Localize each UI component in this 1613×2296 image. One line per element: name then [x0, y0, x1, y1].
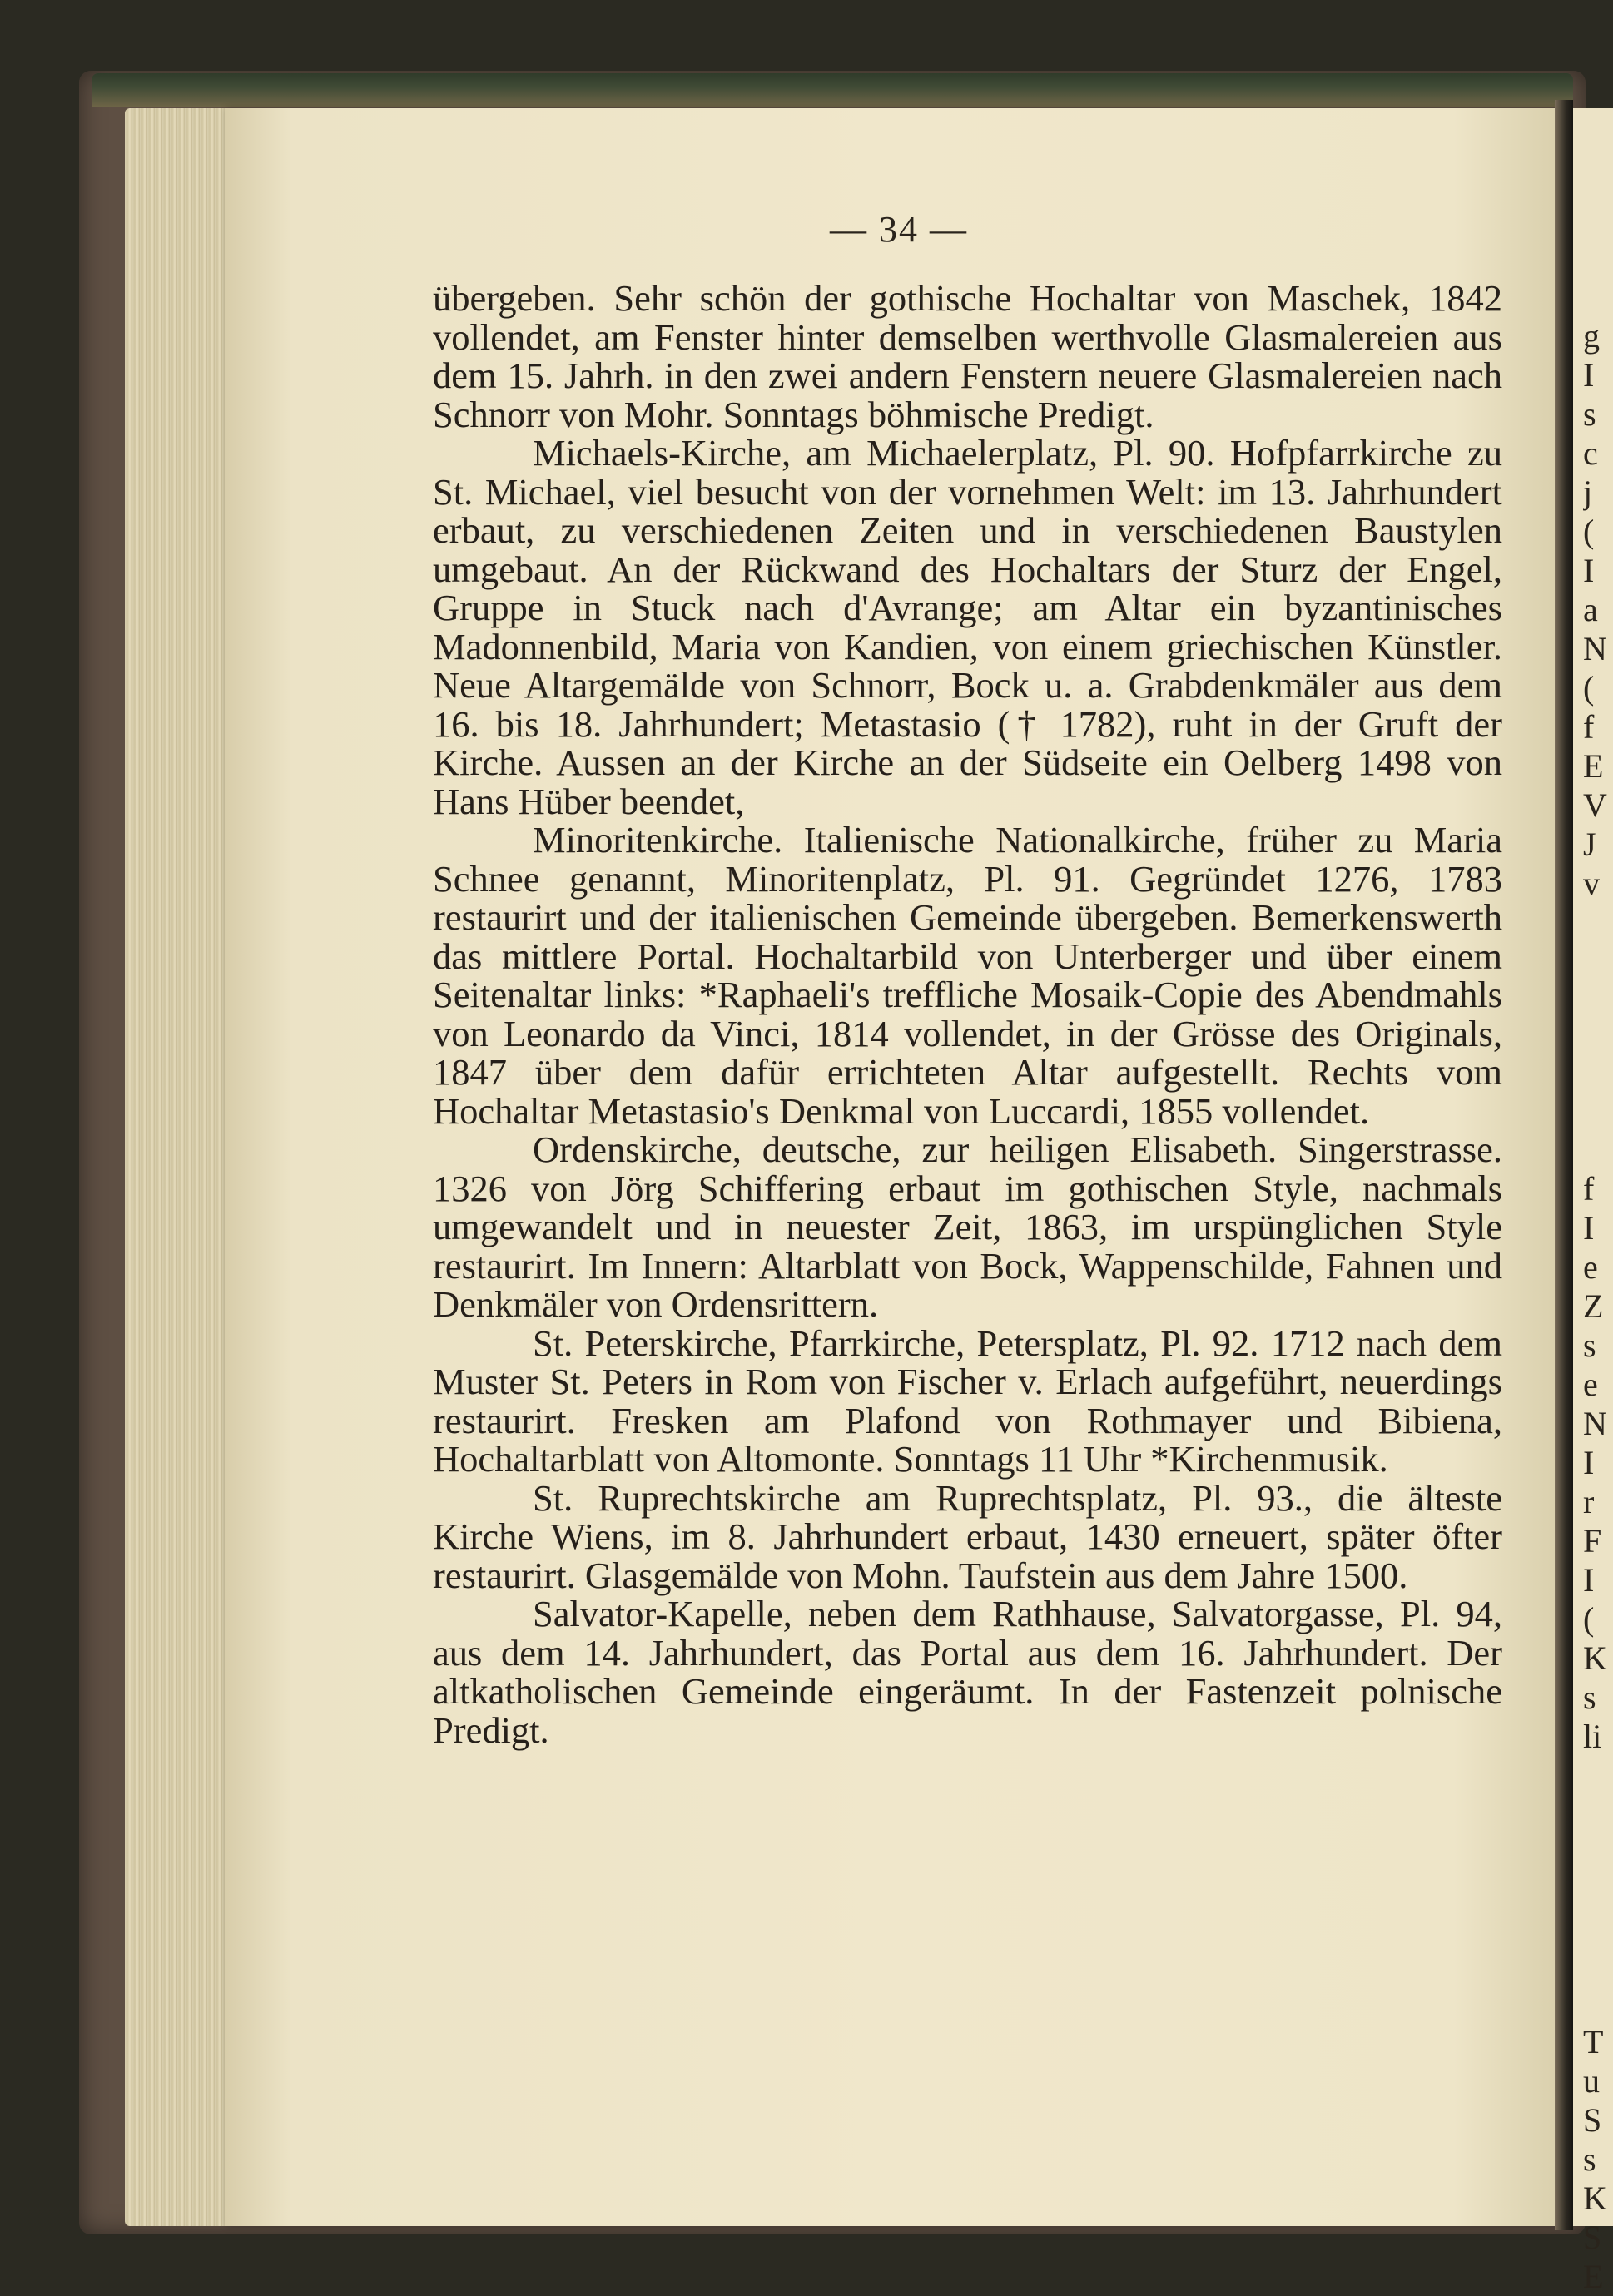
paragraph-minoritenkirche: Minoritenkirche. Italienische Nationalkirche, früher zu Maria Schnee genannt, Minoritenplatz, Pl. 91. Gegründet 1276, 1783 restaurirt und der italienischen Gemeinde übergeben. Bemerkenswerth das mittlere Portal. Hochaltarbild von Unterberger und über einem Seitenaltar links: *Raphaeli's treffliche Mosaik-Copie des Abendmahls von Leonardo da Vinci, 1814 vollendet, in der Grösse des Originals, 1847 über dem dafür errichteten Altar aufgestellt. Rechts vom Hochaltar Metastasio's Denkmal von Luccardi, 1855 vollendet.: [433, 819, 1502, 1132]
facing-page-letter: v: [1583, 865, 1600, 902]
facing-page-letter: (: [1583, 513, 1595, 550]
facing-page-letter: V: [1583, 786, 1607, 824]
facing-page-letter: K: [1583, 1639, 1607, 1677]
facing-page-letter: f: [1583, 708, 1595, 746]
paragraph-st-ruprechtskirche: St. Ruprechtskirche am Ruprechtsplatz, Pl. 93., die älteste Kirche Wiens, im 8. Jahrhundert erbaut, 1430 erneuert, später öfter restaurirt. Glasgemälde von Mohn. Taufstein aus dem Jahre 1500.: [433, 1476, 1502, 1596]
paragraph-ordenskirche: Ordenskirche, deutsche, zur heiligen Elisabeth. Singerstrasse. 1326 von Jörg Schiffering erbaut im gothischen Style, nachmals umgewandelt und in neuester Zeit, 1863, im urspünglichen Style restaurirt. Im Innern: Altarblatt von Bock, Wappenschilde, Fahnen und Denkmäler von Ordensrittern.: [433, 1128, 1502, 1325]
paragraph-st-peterskirche: St. Peterskirche, Pfarrkirche, Petersplatz, Pl. 92. 1712 nach dem Muster St. Peters in Rom von Fischer v. Erlach aufgeführt, neuerdings restaurirt. Fresken am Plafond von Rothmayer und Bibiena, Hochaltarblatt von Altomonte. Sonntags 11 Uhr *Kirchenmusik.: [433, 1322, 1502, 1480]
facing-page-letter: g: [1583, 317, 1600, 355]
facing-page-letter: E: [1583, 747, 1604, 785]
facing-page-letter: e: [1583, 1248, 1598, 1286]
paragraph-1: übergeben. Sehr schön der gothische Hochaltar von Maschek, 1842 vollendet, am Fenster hinter demselben werthvolle Glasmalereien aus dem 15. Jahrh. in den zwei andern Fenstern neuere Glasmalereien nach Schnorr von Mohr. Sonntags böhmische Predigt.: [433, 277, 1502, 435]
facing-page-letter: s: [1583, 1679, 1596, 1716]
facing-page-letter: s: [1583, 2140, 1596, 2178]
facing-page-letter: u: [1583, 2062, 1600, 2100]
paragraph-michaels-kirche: Michaels-Kirche, am Michaelerplatz, Pl. 90. Hofpfarrkirche zu St. Michael, viel besucht von der vornehmen Welt: im 13. Jahrhundert erbaut, zu verschiedenen Zeiten und in verschiedenen Baustylen umgebaut. An der Rückwand des Hochaltars der Sturz der Engel, Gruppe in Stuck nach d'Avrange; am Altar ein byzantinisches Madonnenbild, Maria von Kandien, von einem griechischen Künstler. Neue Altargemälde von Schnorr, Bock u. a. Grabdenkmäler aus dem 16. bis 18. Jahrhundert; Metastasio († 1782), ruht in der Gruft der Kirche. Aussen an der Kirche an der Südseite ein Oelberg 1498 von Hans Hüber beendet,: [433, 432, 1502, 822]
facing-page-letter: j: [1583, 474, 1593, 511]
facing-page-letter: S: [1583, 2101, 1602, 2139]
facing-page-letter: [1583, 903, 1613, 1169]
book-cover-top-edge: [92, 73, 1573, 107]
book-gutter: [1555, 100, 1573, 2230]
facing-page-letter: Z: [1583, 1287, 1604, 1325]
facing-page-letter: N: [1583, 1405, 1607, 1442]
facing-page-letter: I: [1583, 1444, 1595, 1481]
facing-page-letter: li: [1583, 1718, 1602, 1755]
facing-page-letter: s: [1583, 1327, 1596, 1364]
facing-page-letter: (: [1583, 1600, 1595, 1638]
facing-page-letter: I: [1583, 552, 1595, 589]
facing-page-letter: [1583, 1756, 1613, 2022]
facing-page-letter: s: [1583, 395, 1596, 433]
facing-page-letter: F: [1583, 1522, 1602, 1560]
facing-page-letter: I: [1583, 356, 1595, 394]
book-page: [225, 108, 1561, 2226]
facing-page-letters: [1583, 316, 1613, 2296]
facing-page-letter: f: [1583, 1170, 1595, 1208]
facing-page-letter: c: [1583, 434, 1598, 472]
paragraph-salvator-kapelle: Salvator-Kapelle, neben dem Rathhause, Salvatorgasse, Pl. 94, aus dem 14. Jahrhundert, das Portal aus dem 16. Jahrhundert. Der altkatholischen Gemeinde eingeräumt. In der Fastenzeit polnische Predigt.: [433, 1593, 1502, 1751]
facing-page-letter: T: [1583, 2023, 1604, 2060]
facing-page-letter: E: [1583, 2258, 1604, 2295]
text-body: [433, 279, 1502, 1749]
page-number: — 34 —: [830, 209, 968, 250]
facing-page-letter: K: [1583, 2179, 1607, 2217]
facing-page-letter: J: [1583, 826, 1596, 863]
facing-page-letter: (: [1583, 669, 1595, 707]
facing-page-letter: a: [1583, 591, 1598, 628]
facing-page-letter: I: [1583, 1209, 1595, 1247]
facing-page-letter: S: [1583, 2219, 1602, 2256]
facing-page-letter: I: [1583, 1561, 1595, 1599]
facing-page-letter: r: [1583, 1483, 1595, 1520]
facing-page-letter: N: [1583, 630, 1607, 667]
facing-page-letter: e: [1583, 1366, 1598, 1403]
